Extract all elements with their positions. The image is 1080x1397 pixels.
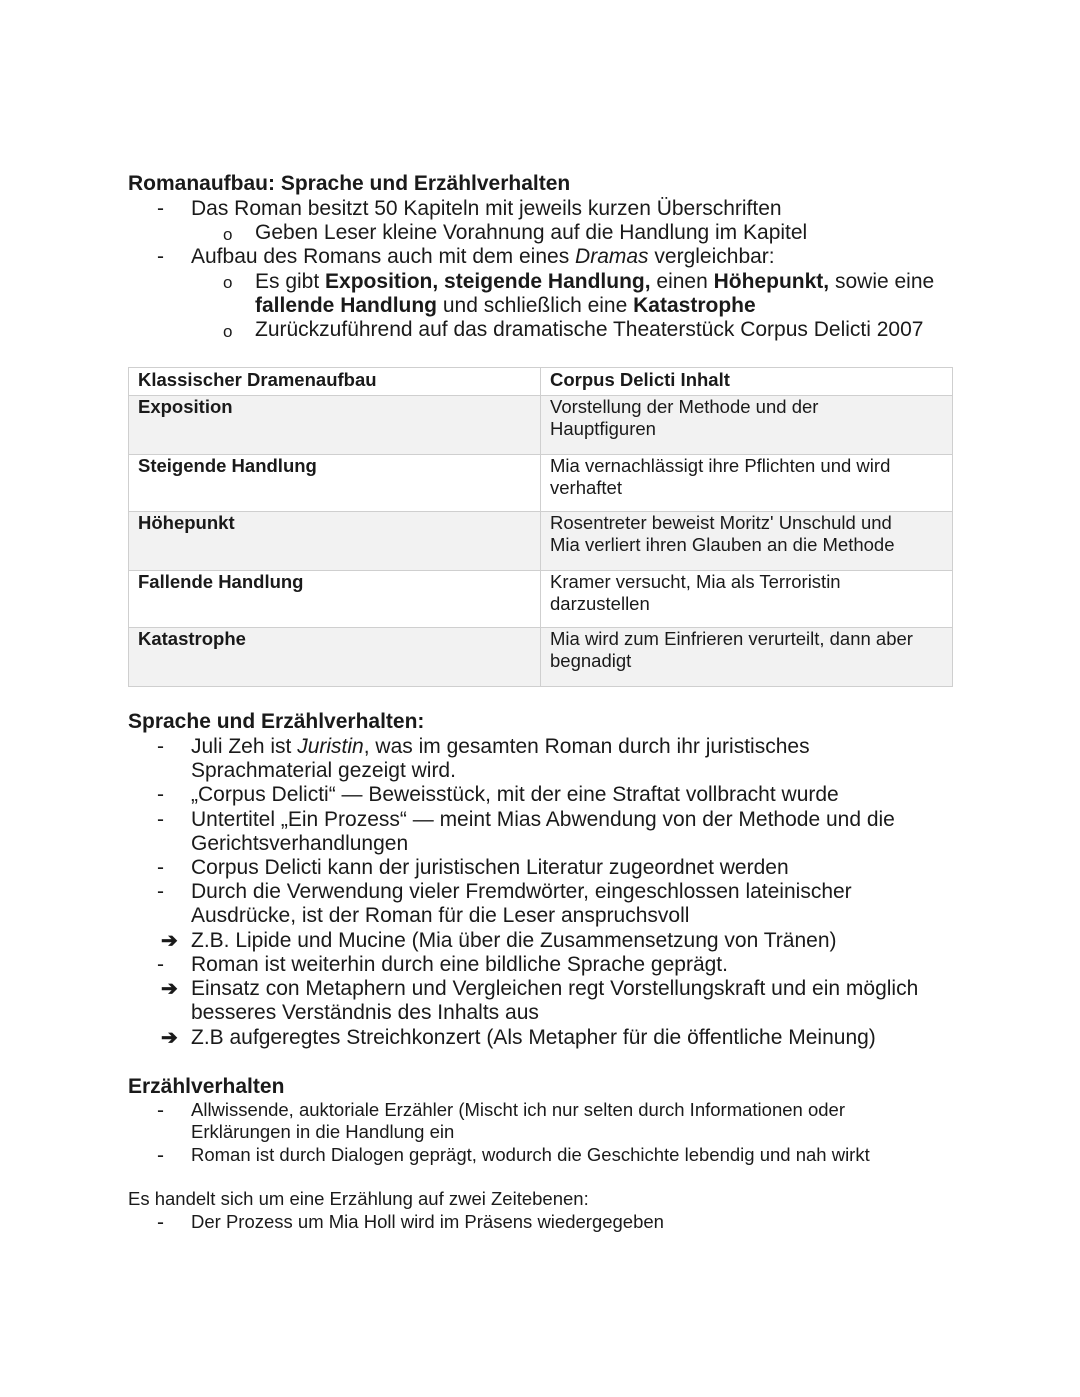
list-item: Durch die Verwendung vieler Fremdwörter, eingeschlossen lateinischer [191, 880, 852, 903]
arrow-item: Z.B. Lipide und Mucine (Mia über die Zusammensetzung von Tränen) [191, 929, 837, 952]
list-item-continuation: Sprachmaterial gezeigt wird. [191, 759, 456, 782]
table-cell-content: Mia wird zum Einfrieren verurteilt, dann aber begnadigt [541, 628, 953, 687]
table-row [129, 571, 953, 628]
bullet-dash: - [157, 1144, 164, 1167]
table-cell-stage: Katastrophe [129, 628, 541, 687]
sub-list-item: Geben Leser kleine Vorahnung auf die Handlung im Kapitel [255, 221, 808, 244]
arrow-icon: ➔ [161, 930, 178, 952]
bullet-dash: - [157, 245, 164, 268]
table-row [129, 396, 953, 455]
list-item: Corpus Delicti kann der juristischen Literatur zugeordnet werden [191, 856, 789, 879]
sub-list-item: Zurückzuführend auf das dramatische Theaterstück Corpus Delicti 2007 [255, 318, 924, 341]
table-cell-content: Kramer versucht, Mia als Terroristin darzustellen [541, 571, 953, 628]
list-item: Juli Zeh ist Juristin, was im gesamten Roman durch ihr juristisches [191, 735, 810, 758]
bullet-circle: o [223, 225, 233, 244]
section-heading-erzaehlverhalten: Erzählverhalten [128, 1075, 285, 1098]
list-item: „Corpus Delicti“ — Beweisstück, mit der eine Straftat vollbracht wurde [191, 783, 839, 806]
arrow-item-continuation: besseres Verständnis des Inhalts aus [191, 1001, 539, 1024]
table-cell-content: Vorstellung der Methode und der Hauptfiguren [541, 396, 953, 455]
bullet-dash: - [157, 1099, 164, 1122]
list-item: Allwissende, auktoriale Erzähler (Mischt ich nur selten durch Informationen oder [191, 1099, 845, 1120]
sub-list-item: Es gibt Exposition, steigende Handlung, einen Höhepunkt, sowie eine [255, 270, 935, 293]
table-header-cell: Klassischer Dramenaufbau [129, 368, 541, 396]
bullet-dash: - [157, 783, 164, 806]
table-row [129, 512, 953, 571]
bullet-dash: - [157, 880, 164, 903]
arrow-icon: ➔ [161, 1027, 178, 1049]
table-header-cell: Corpus Delicti Inhalt [541, 368, 953, 396]
section-heading-sprache: Sprache und Erzählverhalten: [128, 710, 425, 733]
table-cell-stage: Höhepunkt [129, 512, 541, 571]
bullet-dash: - [157, 197, 164, 220]
bullet-dash: - [157, 808, 164, 831]
arrow-icon: ➔ [161, 978, 178, 1000]
list-item-continuation: Gerichtsverhandlungen [191, 832, 409, 855]
bullet-dash: - [157, 953, 164, 976]
bullet-dash: - [157, 735, 164, 758]
drama-structure-table [128, 367, 953, 687]
bullet-circle: o [223, 273, 233, 292]
section-heading-romanaufbau: Romanaufbau: Sprache und Erzählverhalten [128, 172, 571, 195]
table-cell-stage: Exposition [129, 396, 541, 455]
list-item: Der Prozess um Mia Holl wird im Präsens wiedergegeben [191, 1211, 664, 1232]
table-row [129, 455, 953, 512]
bullet-dash: - [157, 1211, 164, 1234]
list-item-continuation: Erklärungen in die Handlung ein [191, 1121, 455, 1142]
list-item: Das Roman besitzt 50 Kapiteln mit jeweils kurzen Überschriften [191, 197, 782, 220]
arrow-item: Einsatz con Metaphern und Vergleichen regt Vorstellungskraft und ein möglich [191, 977, 919, 1000]
sub-list-item-continuation: fallende Handlung und schließlich eine Katastrophe [255, 294, 756, 317]
arrow-item: Z.B aufgeregtes Streichkonzert (Als Metapher für die öffentliche Meinung) [191, 1026, 876, 1049]
table-cell-content: Rosentreter beweist Moritz' Unschuld und Mia verliert ihren Glauben an die Methode [541, 512, 953, 571]
list-item: Roman ist weiterhin durch eine bildliche Sprache geprägt. [191, 953, 728, 976]
table-cell-content: Mia vernachlässigt ihre Pflichten und wird verhaftet [541, 455, 953, 512]
list-item: Untertitel „Ein Prozess“ — meint Mias Abwendung von der Methode und die [191, 808, 895, 831]
table-cell-stage: Steigende Handlung [129, 455, 541, 512]
table-header-row [129, 368, 953, 396]
list-item: Roman ist durch Dialogen geprägt, wodurch die Geschichte lebendig und nah wirkt [191, 1144, 870, 1165]
list-item-continuation: Ausdrücke, ist der Roman für die Leser anspruchsvoll [191, 904, 690, 927]
bullet-dash: - [157, 856, 164, 879]
list-item: Aufbau des Romans auch mit dem eines Dramas vergleichbar: [191, 245, 775, 268]
table-cell-stage: Fallende Handlung [129, 571, 541, 628]
table-row [129, 628, 953, 687]
bullet-circle: o [223, 322, 233, 341]
paragraph-zeitebenen: Es handelt sich um eine Erzählung auf zwei Zeitebenen: [128, 1188, 589, 1209]
